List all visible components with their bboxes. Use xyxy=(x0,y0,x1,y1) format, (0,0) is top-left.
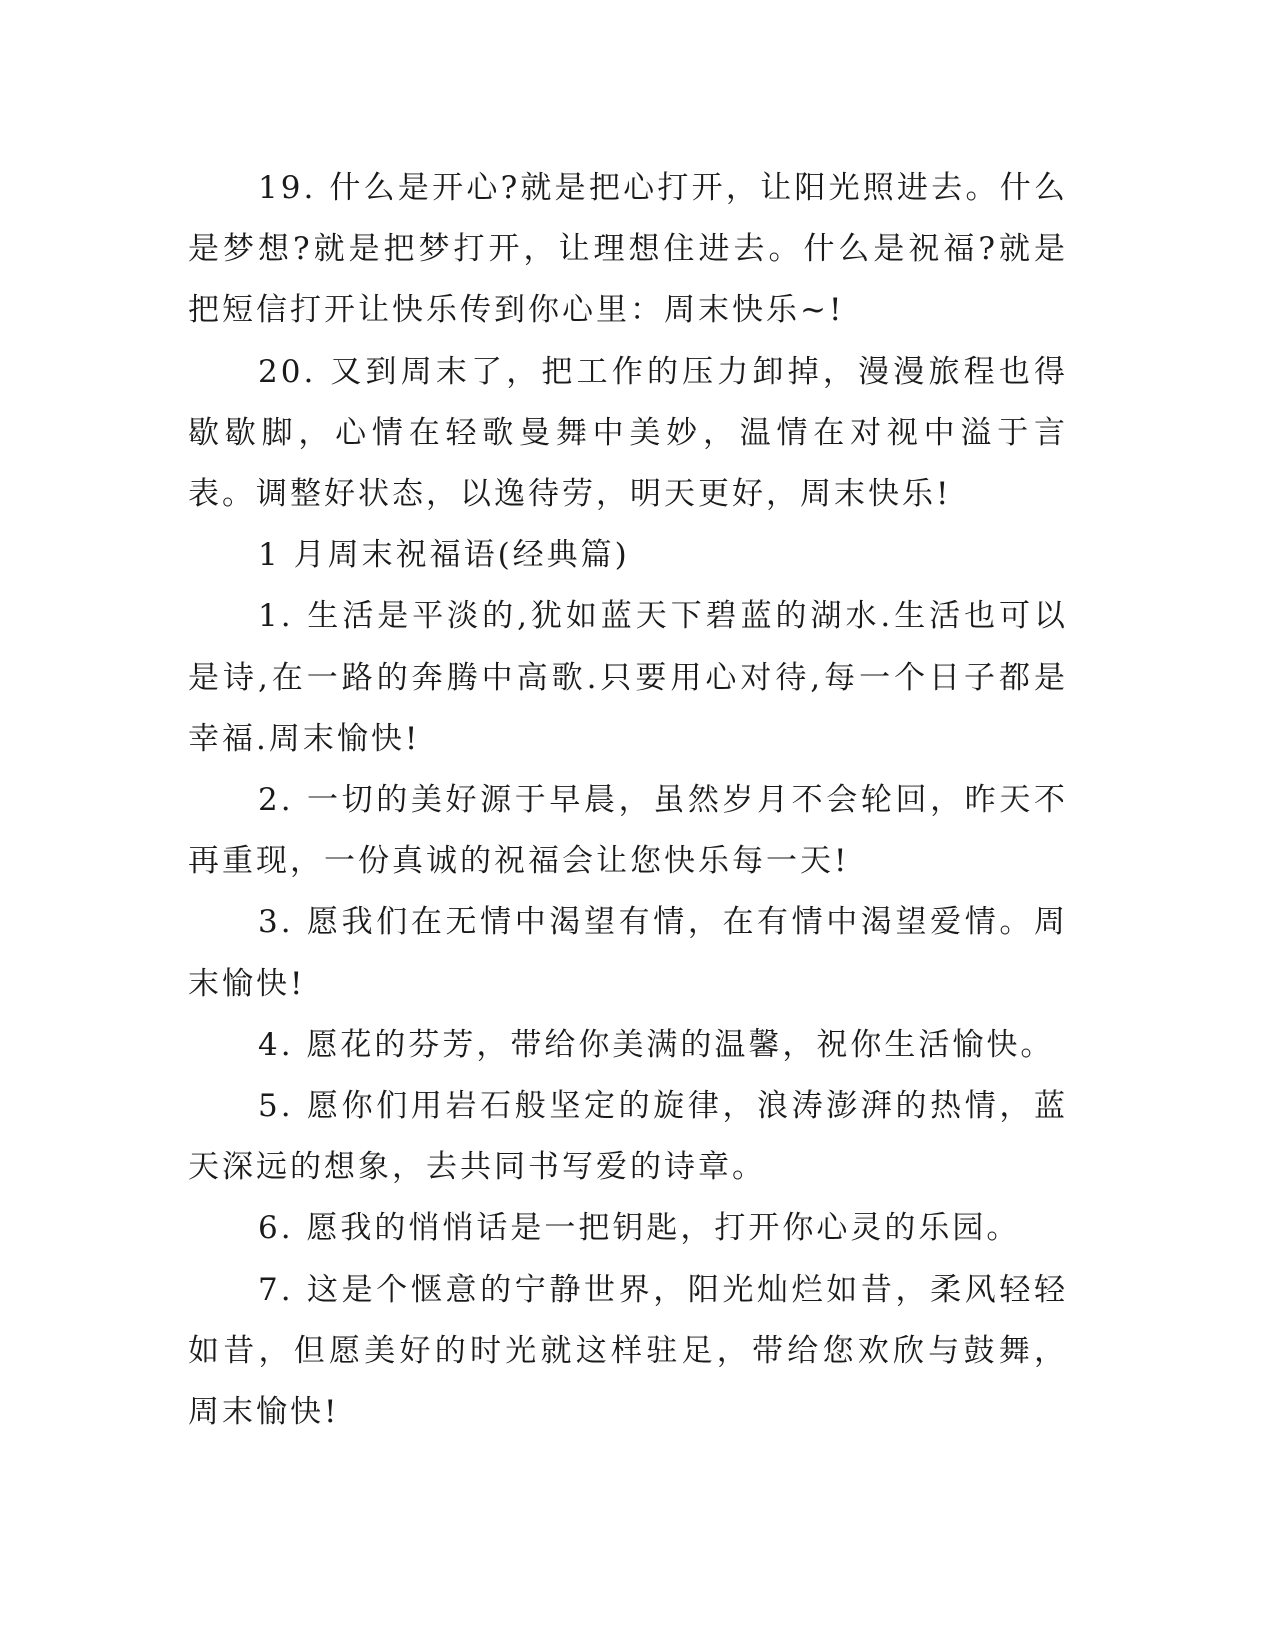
section-heading: 1 月周末祝福语(经典篇) xyxy=(258,537,630,574)
classic-item-7: 7. 这是个惬意的宁静世界，阳光灿烂如昔，柔风轻轻如昔，但愿美好的时光就这样驻足，带给您欢欣与鼓舞，周末愉快! xyxy=(188,1271,1068,1431)
paragraph-20: 20. 又到周末了，把工作的压力卸掉，漫漫旅程也得歇歇脚，心情在轻歌曼舞中美妙，温情在对视中溢于言表。调整好状态，以逸待劳，明天更好，周末快乐! xyxy=(188,353,1068,513)
classic-item-3: 3. 愿我们在无情中渴望有情，在有情中渴望爱情。周末愉快! xyxy=(188,904,1068,1002)
classic-item-4: 4. 愿花的芬芳，带给你美满的温馨，祝你生活愉快。 xyxy=(258,1026,1055,1063)
document-body xyxy=(188,158,1068,1443)
classic-item-1: 1. 生活是平淡的,犹如蓝天下碧蓝的湖水.生活也可以是诗,在一路的奔腾中高歌.只要用心对待,每一个日子都是幸福.周末愉快! xyxy=(188,598,1068,757)
classic-item-2: 2. 一切的美好源于早晨，虽然岁月不会轮回，昨天不再重现，一份真诚的祝福会让您快乐每一天! xyxy=(188,782,1068,880)
paragraph-19: 19. 什么是开心?就是把心打开，让阳光照进去。什么是梦想?就是把梦打开，让理想住进去。什么是祝福?就是把短信打开让快乐传到你心里：周末快乐~! xyxy=(188,170,1068,329)
classic-item-5: 5. 愿你们用岩石般坚定的旋律，浪涛澎湃的热情，蓝天深远的想象，去共同书写爱的诗章。 xyxy=(188,1088,1068,1186)
classic-item-6: 6. 愿我的悄悄话是一把钥匙，打开你心灵的乐园。 xyxy=(258,1210,1021,1247)
